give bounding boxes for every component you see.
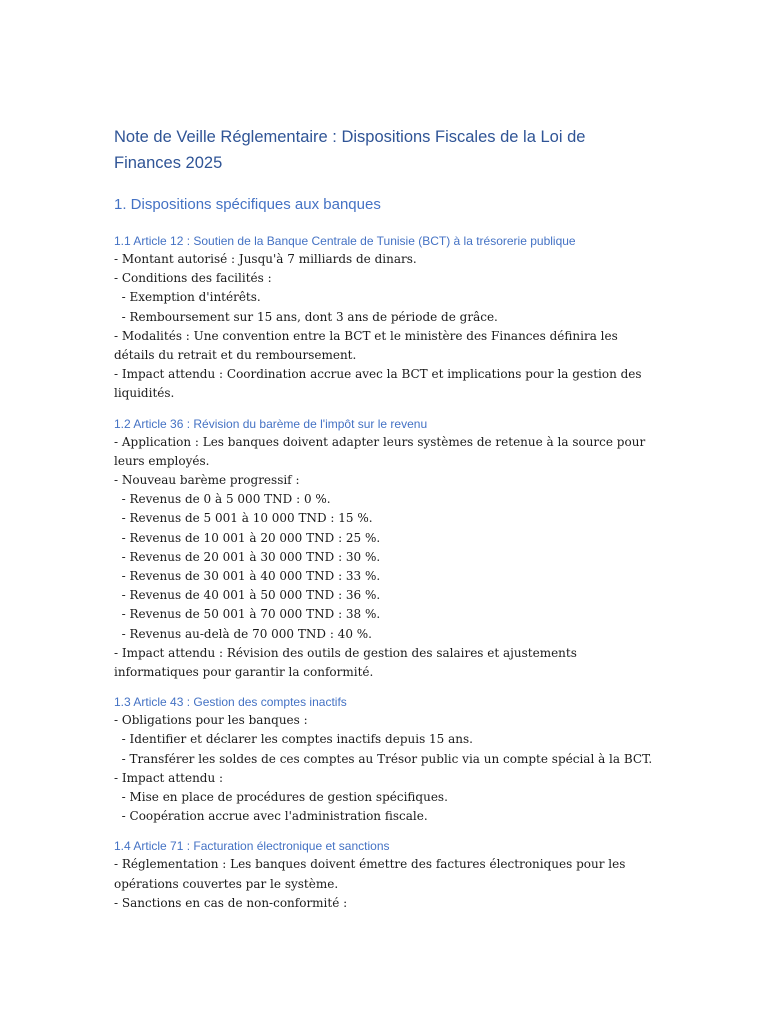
article-heading: 1.4 Article 71 : Facturation électronique et sanctions (114, 839, 390, 854)
article-line: - Revenus de 20 001 à 30 000 TND : 30 %. (114, 549, 381, 564)
article-line: - Revenus de 10 001 à 20 000 TND : 25 %. (114, 530, 381, 545)
article-line: - Nouveau barème progressif : (114, 473, 300, 488)
article-line: - Remboursement sur 15 ans, dont 3 ans de période de grâce. (114, 309, 498, 324)
document-title: Note de Veille Réglementaire : Dispositions Fiscales de la Loi de Finances 2025 (114, 128, 586, 172)
document-page (114, 124, 654, 924)
article-block (114, 232, 654, 404)
article-line: - Conditions des facilités : (114, 271, 272, 286)
article-heading: 1.2 Article 36 : Révision du barème de l'impôt sur le revenu (114, 416, 428, 431)
article-line: - Modalités : Une convention entre la BCT et le ministère des Finances définira les détails du retrait et du remboursement. (114, 328, 622, 363)
article-line: - Revenus de 30 001 à 40 000 TND : 33 %. (114, 569, 381, 584)
article-line: - Impact attendu : (114, 770, 224, 785)
section-heading: 1. Dispositions spécifiques aux banques (114, 196, 381, 213)
article-line: - Revenus de 50 001 à 70 000 TND : 38 %. (114, 607, 381, 622)
article-line: - Transférer les soldes de ces comptes au Trésor public via un compte spécial à la BCT. (114, 751, 653, 766)
article-heading: 1.1 Article 12 : Soutien de la Banque Centrale de Tunisie (BCT) à la trésorerie publique (114, 234, 576, 248)
article-line: - Application : Les banques doivent adapter leurs systèmes de retenue à la source pour leurs employés. (114, 434, 650, 468)
article-line: - Impact attendu : Coordination accrue avec la BCT et implications pour la gestion des liquidités. (114, 367, 646, 401)
article-line: - Obligations pour les banques : (114, 713, 308, 728)
article-line: - Sanctions en cas de non-conformité : (114, 895, 348, 910)
article-line: - Revenus de 40 001 à 50 000 TND : 36 %. (114, 588, 381, 603)
article-block (114, 837, 654, 913)
article-line: - Impact attendu : Révision des outils de gestion des salaires et ajustements informatiques pour garantir la conformité. (114, 645, 581, 680)
article-line: - Revenus de 5 001 à 10 000 TND : 15 %. (114, 511, 373, 526)
article-line: - Montant autorisé : Jusqu'à 7 milliards de dinars. (114, 252, 417, 266)
article-line: - Revenus de 0 à 5 000 TND : 0 %. (114, 492, 331, 507)
article-block (114, 693, 654, 826)
articles-container (114, 232, 654, 913)
article-heading: 1.3 Article 43 : Gestion des comptes inactifs (114, 695, 347, 710)
article-block (114, 415, 654, 683)
article-line: - Identifier et déclarer les comptes inactifs depuis 15 ans. (114, 732, 473, 747)
article-line: - Mise en place de procédures de gestion spécifiques. (114, 790, 448, 805)
article-line: - Revenus au-delà de 70 000 TND : 40 %. (114, 626, 372, 641)
article-line: - Coopération accrue avec l'administration fiscale. (114, 809, 428, 824)
article-line: - Réglementation : Les banques doivent émettre des factures électroniques pour les opérations couvertes par le système. (114, 857, 630, 891)
article-line: - Exemption d'intérêts. (114, 290, 261, 305)
